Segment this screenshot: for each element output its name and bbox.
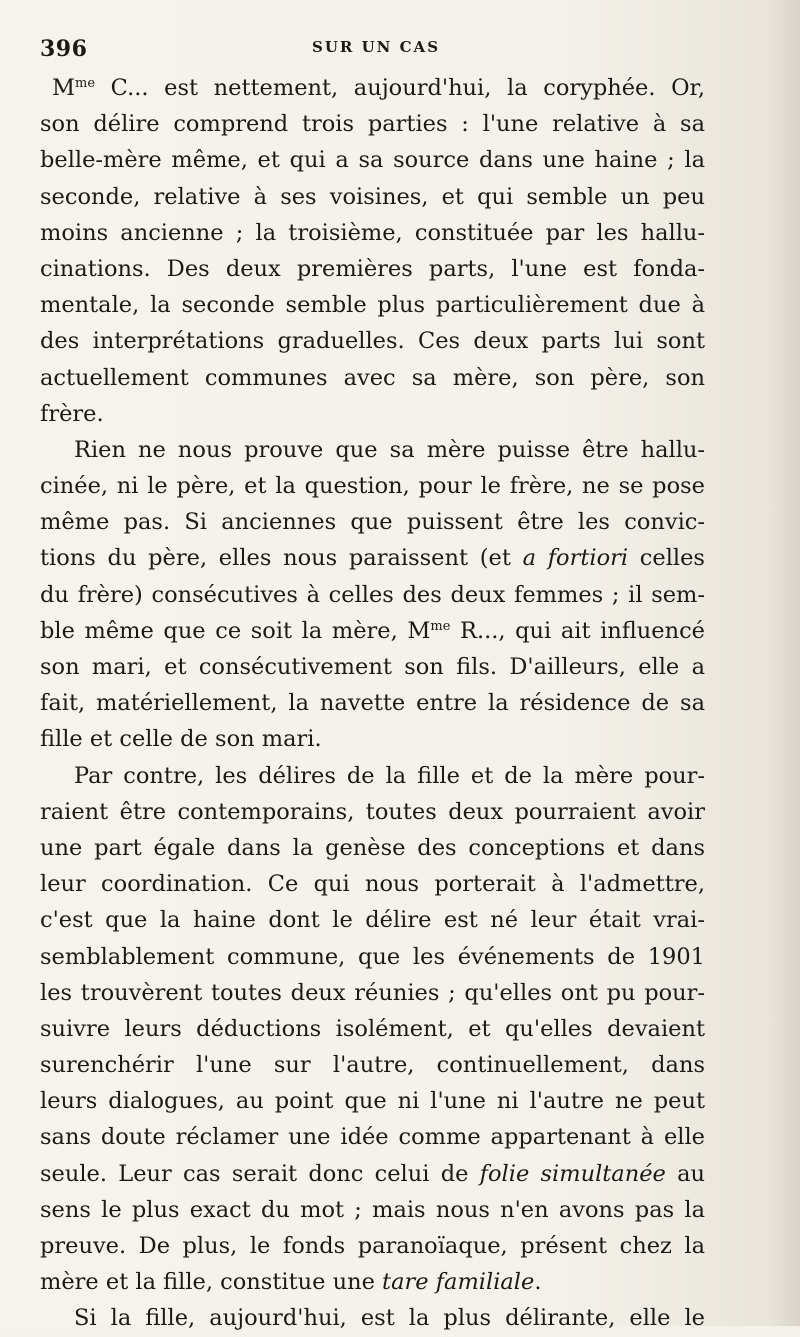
text-line [40,613,705,649]
text-line [40,939,705,975]
text-line [40,866,705,902]
text-line [40,215,705,251]
text-line [40,106,705,142]
text-line [40,142,705,178]
text-line [40,758,705,794]
text-segment: actuellement communes avec sa mère, son père, son [40,364,705,391]
text-line [40,1228,705,1264]
text-segment: c'est que la haine dont le délire est né leur était vrai- [40,907,705,934]
text-segment: ble même que ce soit la mère, M [40,617,431,644]
text-line [40,468,705,504]
text-line [40,179,705,215]
text-segment: R..., qui ait influencé [450,617,705,644]
text-segment: seconde, relative à ses voisines, et qui semble un peu [40,183,705,210]
text-line [40,540,705,576]
text-line [40,1300,705,1336]
text-segment: même pas. Si anciennes que puissent être les convic- [40,509,705,536]
text-line [40,504,705,540]
text-line [40,323,705,359]
text-line [40,1119,705,1155]
italic-term: folie simultanée [479,1160,666,1187]
text-line [40,1192,705,1228]
text-line [40,830,705,866]
text-segment: preuve. De plus, le fonds paranoïaque, présent chez la [40,1233,705,1259]
text-segment: fille et celle de son mari. [40,726,322,753]
text-segment: tions du père, elles nous paraissent (et [40,545,523,572]
text-line [40,1011,705,1047]
text-segment: suivre leurs déductions isolément, et qu'elles devaient [40,1015,705,1042]
text-line [40,975,705,1011]
text-segment: cinations. Des deux premières parts, l'une est fonda- [40,255,705,282]
text-segment: M [52,75,76,101]
text-segment: une part égale dans la genèse des conceptions et dans [40,834,705,861]
text-segment: son délire comprend trois parties : l'une relative à sa [40,111,705,138]
text-line [40,794,705,830]
text-segment: Si la fille, aujourd'hui, est la plus délirante, elle le [74,1305,705,1332]
text-line [40,432,705,468]
text-segment: sans doute réclamer une idée comme appartenant à elle [40,1124,705,1151]
text-line [40,396,705,432]
page-number: 396 [40,36,88,62]
text-segment: son mari, et consécutivement son fils. D'ailleurs, elle a [40,654,705,680]
text-line [40,1083,705,1119]
text-line [40,1156,705,1192]
text-segment: au [665,1160,706,1187]
text-segment: raient être contemporains, toutes deux pourraient avoir [40,798,705,825]
text-segment: . [534,1269,542,1296]
page-header [40,34,720,64]
text-segment: mentale, la seconde semble plus particulièrement due à [40,292,705,319]
text-segment: surenchérir l'une sur l'autre, continuellement, dans [40,1052,705,1079]
text-line [40,287,705,323]
text-segment: sens le plus exact du mot ; mais nous n'en avons pas la [40,1196,705,1223]
text-segment: semblablement commune, que les événements de 1901 [40,943,705,970]
text-segment: C... est nettement, aujourd'hui, la coryphée. Or, [95,75,705,101]
text-line [40,577,705,613]
running-head: SUR UN CAS [312,38,441,56]
text-line [40,649,705,685]
superscript: me [430,618,451,634]
text-segment: leur coordination. Ce qui nous porterait à l'admettre, [40,871,705,898]
text-segment: leurs dialogues, au point que ni l'une ni l'autre ne peut [40,1088,705,1115]
text-segment: belle-mère même, et qui a sa source dans une haine ; la [40,147,705,174]
text-line [40,1264,705,1300]
text-segment: des interprétations graduelles. Ces deux parts lui sont [40,328,705,355]
text-segment: seule. Leur cas serait donc celui de [40,1160,480,1187]
text-line [40,902,705,938]
text-line [40,721,705,757]
text-segment: cinée, ni le père, et la question, pour le frère, ne se pose [40,473,705,500]
text-segment: Par contre, les délires de la fille et de la mère pour- [74,762,705,789]
text-segment: les trouvèrent toutes deux réunies ; qu'elles ont pu pour- [40,979,705,1006]
body-text [40,70,705,1337]
italic-term: a fortiori [522,545,629,572]
text-segment: du frère) consécutives à celles des deux femmes ; il sem- [40,581,705,608]
text-line [40,1047,705,1083]
text-line [40,251,705,287]
text-segment: moins ancienne ; la troisième, constituée par les hallu- [40,219,705,246]
text-segment: fait, matériellement, la navette entre la résidence de sa [40,690,705,717]
superscript: me [75,76,96,91]
text-segment: mère et la fille, constitue une [40,1269,383,1296]
text-line [40,360,705,396]
text-segment: Rien ne nous prouve que sa mère puisse être hallu- [74,436,705,463]
text-segment: celles [628,545,705,572]
italic-term: tare familiale [382,1269,535,1296]
text-line [40,70,705,106]
text-line [40,685,705,721]
text-segment: frère. [40,400,104,427]
